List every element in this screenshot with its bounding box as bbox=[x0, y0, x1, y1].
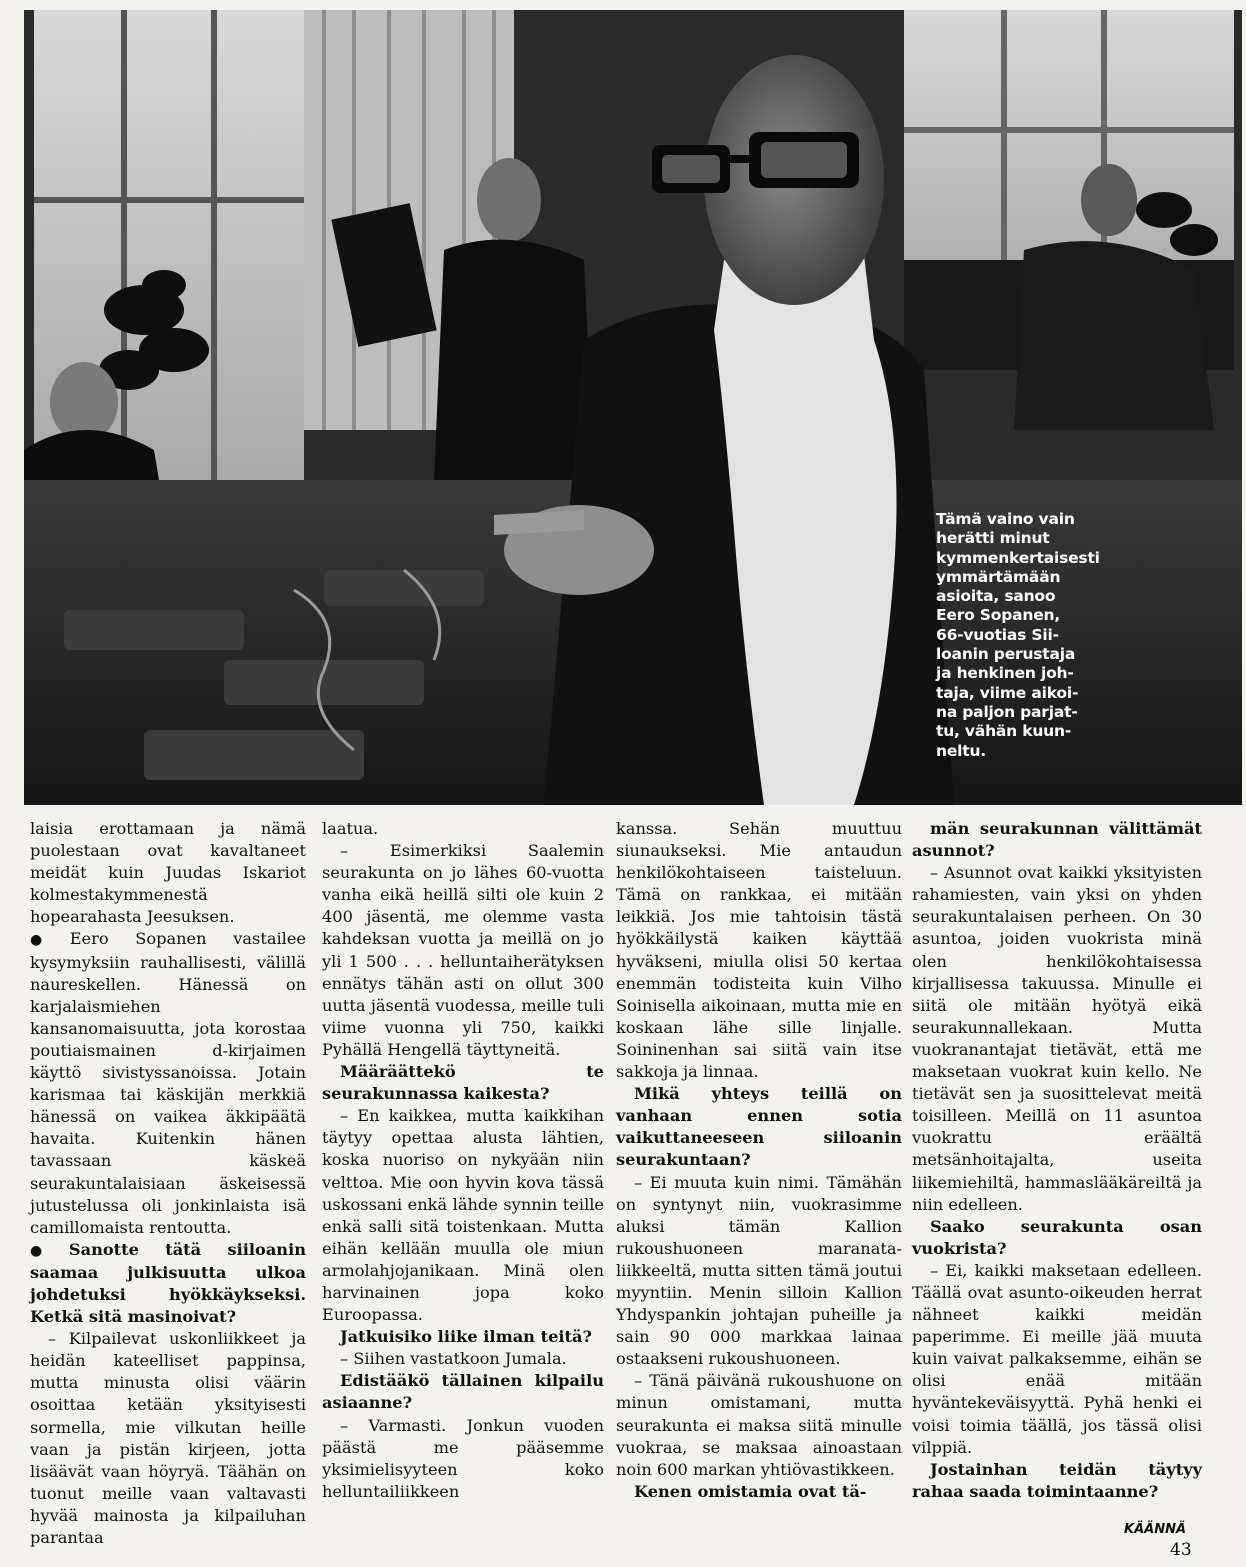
interview-answer: – Kilpailevat uskonliikkeet ja heidän kateelliset pappinsa, mutta minusta olisi väärin osoittaa ketään yksityisesti sormella, mie vilkutan heille vaan ja pistän kirjeen, jotta lisäävät vaan höyryä. Täähän on tuonut meille vaan valtavasti hyvää mainosta ja kilpailuhan parantaa bbox=[30, 1329, 306, 1547]
interview-answer: – Asunnot ovat kaikki yksityisten rahamiesten, vain yksi on yhden seurakuntalaisen perheen. On 30 asuntoa, joiden vuokrista minä olen henkilökohtaisessa kirjallisessa takuussa. Minulle ei siitä ole mitään hyötyä eikä seurakunnallekaan. Mutta vuokranantajat tietävät, että me maksetaan vuokrat kuin kello. Ne tietävät sen ja suosittelevat meitä toisilleen. Meillä on 11 asuntoa vuokrattu eräältä metsänhoitajalta, useita liikemiehiltä, hammaslääkäreiltä ja niin edelleen. bbox=[912, 863, 1202, 1214]
photo-caption: Tämä vaino vain herätti minut kymmenkertaisesti ymmärtämään asioita, sanoo Eero Sopanen, 66-vuotias Sii- loanin perustaja ja henkinen joh- taja, viime aikoi- na paljon parjat- tu, vähän kuun- neltu. bbox=[936, 510, 1100, 760]
interview-photo bbox=[24, 10, 1242, 805]
paragraph: laisia erottamaan ja nämä puolestaan ovat kavaltaneet meidät kuin Juudas Iskariot kolmestakymmenestä hopearahasta Jeesuksen. bbox=[30, 819, 306, 927]
paragraph: laatua. bbox=[322, 819, 379, 838]
interview-answer: – En kaikkea, mutta kaikkihan täytyy opettaa alusta lähtien, koska nuoriso on nykyään niin velttoa. Mie oon hyvin kova tässä uskossani enkä lähde synnin teille enkä salli sitä toistenkaan. Mutta eihän kellään muulla ole miun armolahjojanikaan. Minä olen harvinainen jopa koko Euroopassa. bbox=[322, 1106, 604, 1325]
interview-answer: – Ei, kaikki maksetaan edelleen. Täällä ovat asunto-oikeuden herrat nähneet kaikki meidän paperimme. Ei meille jää muuta kuin vaivat palkaksemme, eihän se olisi enää mitään hyväntekeväisyyttä. Pyhä henki ei voisi toimia täällä, jos tässä olisi vilppiä. bbox=[912, 1260, 1202, 1457]
paragraph-text: Eero Sopanen vastailee kysymyksiin rauhallisesti, välillä naureskellen. Hänessä on karjalaismiehen kansanomaisuutta, jota korostaa poutiaismainen d-kirjaimen käyttö sivistyssanoissa. Jotain karismaa tai käskijän merkkiä hänessä on vaikea äkkipäätä havaita. Kuitenkin hänen tavassaan käskeä seurakuntalaisiaan äskeisessä jutustelussa oli jonkinlaista isä camillomaista rentoutta. bbox=[30, 929, 306, 1237]
bullet-icon: ● bbox=[30, 932, 64, 949]
interview-answer: – Siihen vastatkoon Jumala. bbox=[340, 1349, 567, 1369]
paragraph: kanssa. Sehän muuttuu siunaukseksi. Mie antaudun henkilökohtaiseen taisteluun. Tämä on rankkaa, ei mitään leikkiä. Jos mie tahtoisin tästä hyökkäilystä kaiken käyttää hyväkseni, miulla olisi 50 kertaa enemmän todisteita kuin Vilho Soinisella aikoinaan, mutta mie en koskaan lähe sille linjalle. Soininenhan sai siitä vain itse sakkoja ja linnaa. bbox=[616, 819, 902, 1082]
text-column-4 bbox=[912, 818, 1202, 1503]
interview-question: Jostainhan teidän täytyy rahaa saada toimintaanne? bbox=[912, 1459, 1202, 1501]
interview-question: män seurakunnan välittämät asunnot? bbox=[912, 819, 1202, 861]
paragraph-text: Sanotte tätä siiloanin saamaa julkisuutta ulkoa johdetuksi hyökkäykseksi. Ketkä sitä masinoivat? bbox=[30, 1239, 306, 1327]
interview-question: Kenen omistamia ovat tä- bbox=[634, 1481, 867, 1501]
text-column-2 bbox=[322, 818, 604, 1503]
interview-answer: – Esimerkiksi Saalemin seurakunta on jo lähes 60-vuotta vanha eikä heillä silti ole kuin 2 400 jäsentä, me olemme vasta kahdeksan vuotta ja meillä on jo yli 1 500 . . . helluntaiherätyksen ennätys tähän asti on ollut 300 uutta jäsentä vuodessa, meille tuli viime vuonna yli 750, kaikki Pyhällä Hengellä täyttyneitä. bbox=[322, 841, 604, 1059]
interview-question: Määräättekö te seurakunnassa kaikesta? bbox=[322, 1062, 604, 1104]
interview-question: Mikä yhteys teillä on vanhaan ennen sotia vaikuttaneeseen siiloanin seurakuntaan? bbox=[616, 1084, 902, 1170]
interview-answer: – Varmasti. Jonkun vuoden päästä me pääsemme yksimielisyyteen koko helluntailiikkeen bbox=[322, 1415, 604, 1501]
interview-question: Jatkuisiko liike ilman teitä? bbox=[340, 1327, 592, 1347]
text-column-3 bbox=[616, 818, 902, 1503]
interview-answer: – Ei muuta kuin nimi. Tämähän on syntynyt niin, vuokrasimme aluksi tämän Kallion rukoushuoneen maranata-liikkeeltä, mutta sitten tämä joutui myyntiin. Menin silloin Kallion Yhdyspankin johtajan puheille ja sain 90 000 markkaa lainaa ostaakseni rukoushuoneen. bbox=[616, 1172, 902, 1369]
bullet-icon: ● bbox=[30, 1242, 63, 1259]
turn-page-label: KÄÄNNÄ bbox=[1124, 1522, 1187, 1537]
paragraph bbox=[30, 928, 306, 1238]
interview-question: Saako seurakunta osan vuokrista? bbox=[912, 1216, 1202, 1258]
interview-answer: – Tänä päivänä rukoushuone on minun omistamani, mutta seurakunta ei maksa siitä minulle vuokraa, se maksaa ainoastaan noin 600 markan yhtiövastikkeen. bbox=[616, 1371, 902, 1479]
text-column-1 bbox=[30, 818, 306, 1549]
interview-question: Edistääkö tällainen kilpailu asiaanne? bbox=[322, 1371, 604, 1413]
interview-question bbox=[30, 1239, 306, 1328]
page-number: 43 bbox=[1170, 1540, 1192, 1560]
